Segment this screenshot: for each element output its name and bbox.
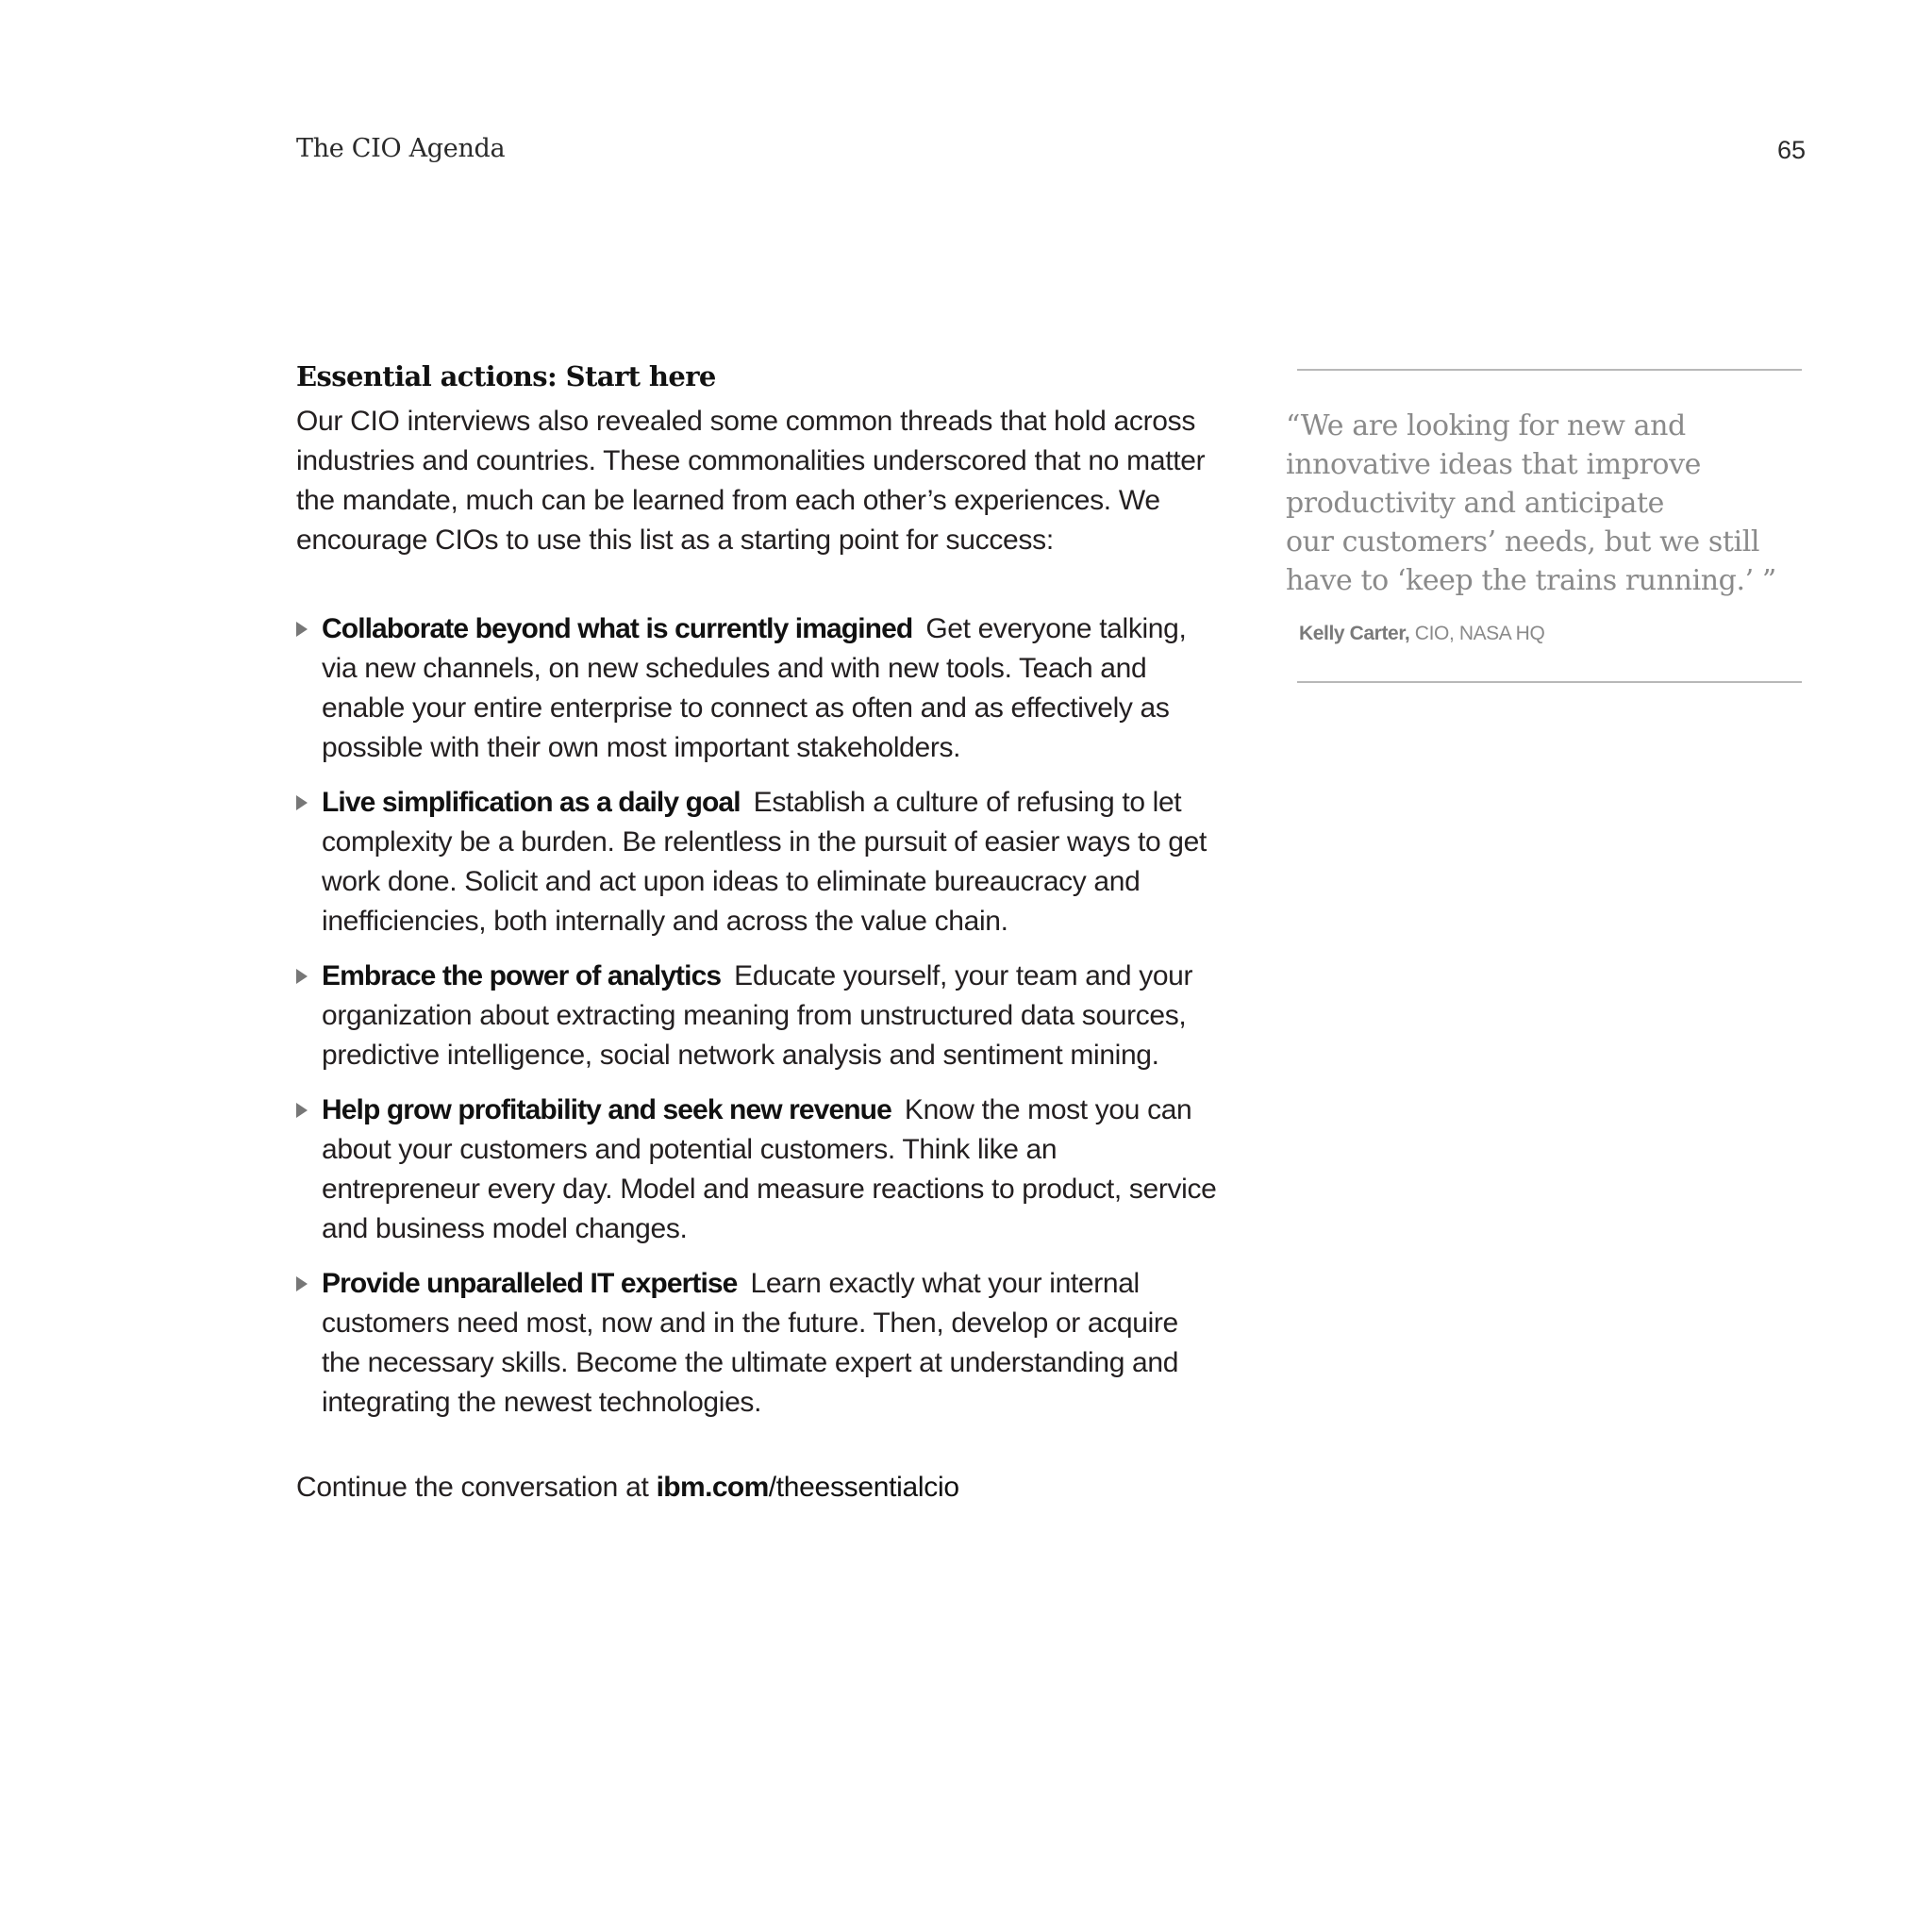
link-domain: ibm.com xyxy=(656,1472,769,1503)
section-heading: Essential actions: Start here xyxy=(296,360,716,392)
action-item-expertise xyxy=(296,1264,1221,1423)
bullet-arrow-icon xyxy=(296,1276,308,1291)
action-text: Educate yourself, your team and your organization about extracting meaning from unstructured data sources, predictive intelligence, social network analysis and sentiment mining. xyxy=(322,960,1193,1071)
action-lead: Embrace the power of analytics xyxy=(322,960,722,991)
action-lead: Provide unparalleled IT expertise xyxy=(322,1268,738,1299)
continue-prefix: Continue the conversation at xyxy=(296,1472,657,1503)
bottom-divider xyxy=(1297,681,1802,683)
action-item-profitability xyxy=(296,1091,1221,1249)
continue-line xyxy=(296,1468,1221,1507)
pull-quote-sidebar xyxy=(1286,369,1802,683)
action-lead: Collaborate beyond what is currently imagined xyxy=(322,613,913,644)
quote-attribution xyxy=(1299,623,1802,645)
action-text: Get everyone talking, via new channels, on new schedules and with new tools. Teach and enable your entire enterprise to connect as often and as effectively as possible with their own most important stakeholders. xyxy=(322,613,1187,763)
link-path: /theessentialcio xyxy=(768,1472,959,1503)
running-title: The CIO Agenda xyxy=(296,134,506,163)
bullet-arrow-icon xyxy=(296,1103,308,1118)
action-item-collaborate xyxy=(296,609,1221,768)
action-item-simplification xyxy=(296,783,1221,941)
attribution-title: CIO, NASA HQ xyxy=(1409,623,1545,644)
bullet-arrow-icon xyxy=(296,795,308,810)
ibm-link[interactable] xyxy=(657,1472,959,1503)
main-column xyxy=(296,360,1221,1536)
action-lead: Live simplification as a daily goal xyxy=(322,787,741,818)
top-divider xyxy=(1297,369,1802,371)
action-text: Learn exactly what your internal customers need most, now and in the future. Then, develop or acquire the necessary skills. Become the ultimate expert at understanding and integrating the newest technologies. xyxy=(322,1268,1179,1418)
action-text: Establish a culture of refusing to let complexity be a burden. Be relentless in the pursuit of easier ways to get work done. Solicit and act upon ideas to eliminate bureaucracy and inefficiencies, both internally and across the value chain. xyxy=(322,787,1207,937)
bullet-arrow-icon xyxy=(296,622,308,637)
attribution-name: Kelly Carter, xyxy=(1299,623,1410,644)
intro-paragraph: Our CIO interviews also revealed some common threads that hold across industries and countries. These commonalities underscored that no matter the mandate, much can be learned from each other’s experiences. We encourage CIOs to use this list as a starting point for success: xyxy=(296,406,1206,556)
pull-quote: “We are looking for new and innovative ideas that improve productivity and anticipate our customers’ needs, but we still have to ‘keep the trains running.’ ” xyxy=(1286,409,1776,597)
action-item-analytics xyxy=(296,957,1221,1075)
page-number: 65 xyxy=(1776,136,1806,164)
action-text: Know the most you can about your customers and potential customers. Think like an entrepreneur every day. Model and measure reactions to product, service and business model changes. xyxy=(322,1094,1217,1244)
actions-list xyxy=(296,609,1221,1423)
action-lead: Help grow profitability and seek new revenue xyxy=(322,1094,891,1125)
bullet-arrow-icon xyxy=(296,969,308,984)
